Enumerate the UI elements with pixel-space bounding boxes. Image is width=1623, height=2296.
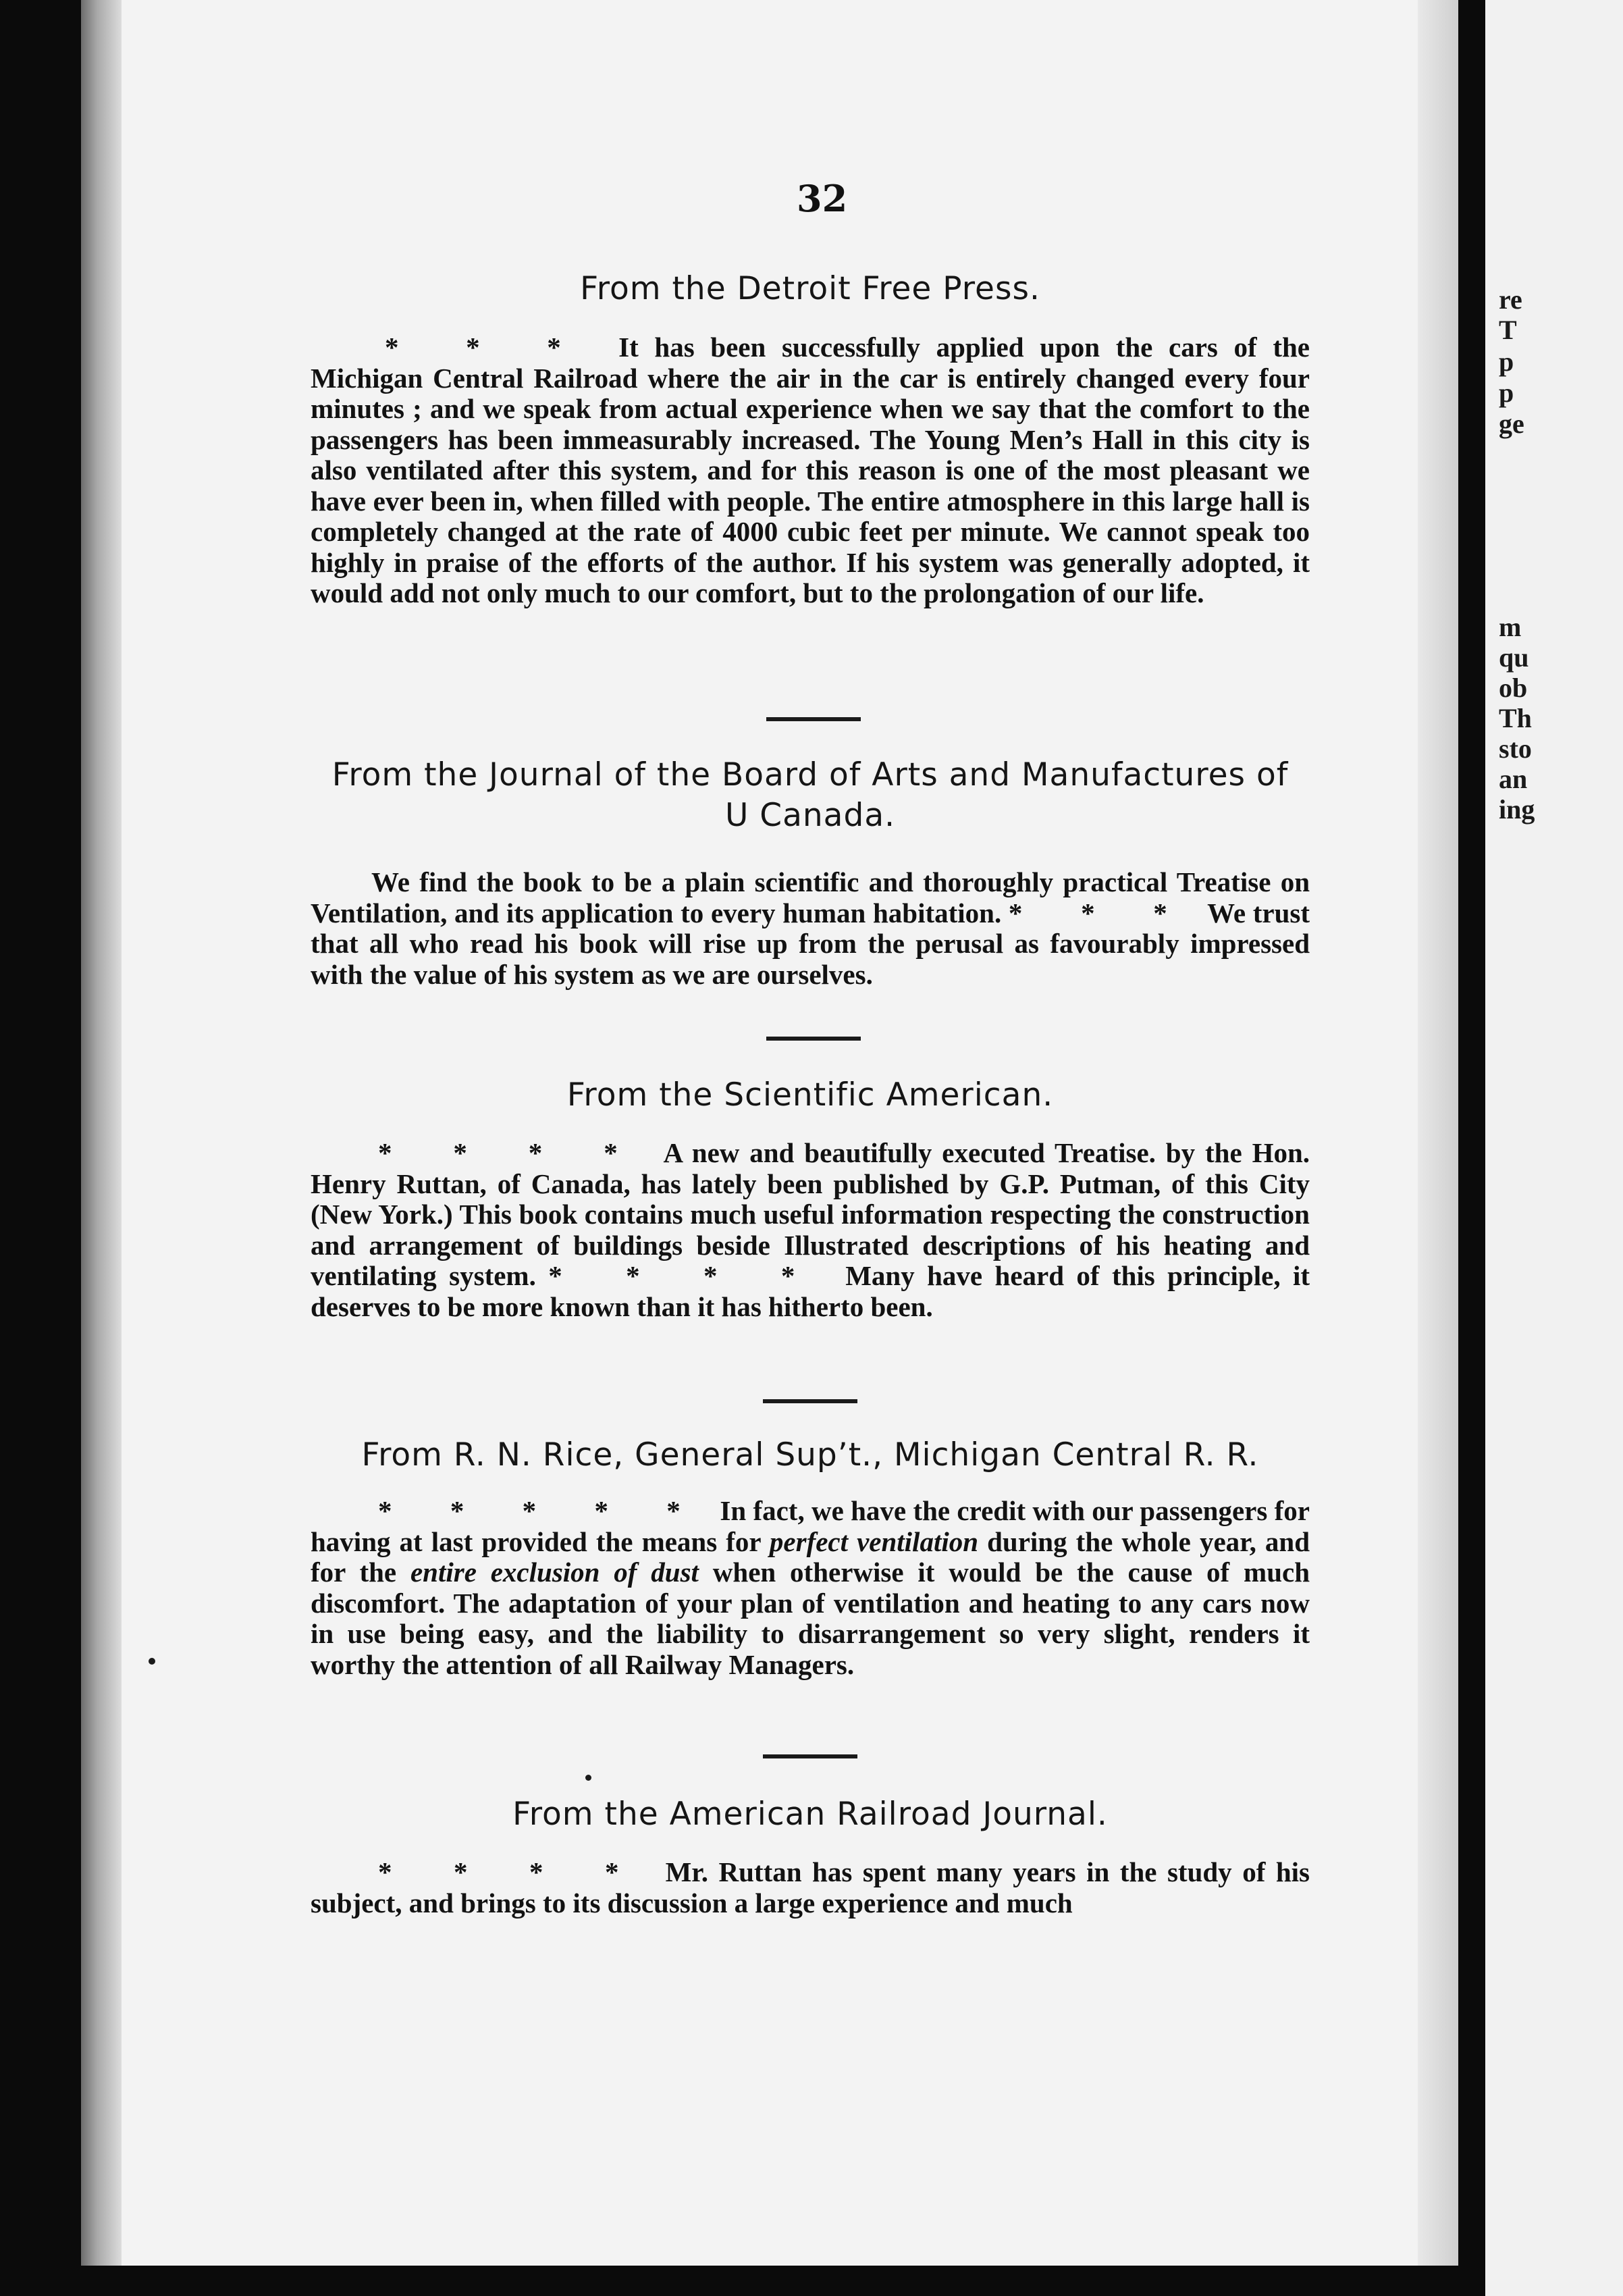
section-divider <box>766 717 861 721</box>
body-text: Mr. Ruttan has spent many years in the study of his subject, and brings to its discussion a large experience and much <box>311 1856 1310 1919</box>
next-page-text: Th <box>1499 703 1532 733</box>
page-gutter-shadow <box>81 0 122 2266</box>
section-divider <box>763 1399 857 1403</box>
next-page-text: sto <box>1499 733 1532 764</box>
scan-bottom-edge <box>81 2266 1485 2296</box>
section-heading: From R. N. Rice, General Sup’t., Michigan Central R. R. <box>361 1436 1259 1473</box>
ellipsis-marks: * * * * * <box>378 1495 706 1526</box>
ellipsis-marks: * * * * <box>548 1260 821 1291</box>
next-page-text: T <box>1499 315 1517 345</box>
section-heading: From the Scientific American. <box>566 1076 1054 1114</box>
adjacent-page-fragment <box>1485 0 1623 2296</box>
ellipsis-marks: * * * * <box>378 1137 643 1168</box>
body-text: It has been successfully applied upon the cars of the Michigan Central Railroad where the air in the car is entirely changed every four minutes ; and we speak from actual experience when we say that the comfort to the passengers has been immeasurably increased. The Young Men’s Hall in this city is also ventilated after this system, and for this reason is one of the most pleasant we have ever been in, when filled with people. The entire atmosphere in this large hall is completely changed at the rate of 4000 cubic feet per minute. We cannot speak too highly in praise of the efforts of the author. If his system was generally adopted, it would add not only much to our comfort, but to the prolongation of our life. <box>311 332 1310 608</box>
print-speck <box>585 1775 591 1781</box>
page-number: 32 <box>797 177 848 220</box>
emphasis-text: entire exclusion of dust <box>410 1557 699 1588</box>
body-text: We find the book to be a plain scientific and thoroughly practical Treatise on Ventilation, and its application to every human habitation. <box>311 866 1310 929</box>
body-text: We trust that all who read his book will rise up from the perusal as favourably impressed with the value of his system as we are ourselves. <box>311 897 1310 990</box>
next-page-text: m <box>1499 612 1522 642</box>
body-text: A new and beautifully executed Treatise. by the Hon. Henry Ruttan, of Canada, has lately been published by G.P. Putman, of this City (New York.) This book contains much useful information respecting the construction and arrangement of buildings beside Illustrated descriptions of his heating and ventilating system. <box>311 1137 1310 1291</box>
body-text: when otherwise it would be the cause of much discomfort. The adaptation of your plan of ventilation and heating to any cars now in use being easy, and the liability to disarrangement so very slight, renders it worthy the attention of all Railway Managers. <box>311 1557 1310 1680</box>
emphasis-text: perfect ventilation <box>769 1525 979 1557</box>
next-page-text: p <box>1499 346 1514 377</box>
body-text: In fact, we have the credit with our passengers for having at last provided the means for <box>311 1495 1310 1557</box>
section-body <box>311 1857 1310 1919</box>
next-page-text: ob <box>1499 673 1528 703</box>
section-heading: From the Journal of the Board of Arts and Manufactures of U Canada. <box>331 756 1289 834</box>
section-heading: From the Detroit Free Press. <box>580 270 1040 307</box>
ellipsis-marks: * * * * <box>378 1856 645 1887</box>
next-page-text: ge <box>1499 409 1524 439</box>
section-divider <box>766 1037 861 1041</box>
section-body <box>311 867 1310 990</box>
next-page-text: p <box>1499 377 1514 408</box>
next-page-text: ing <box>1499 794 1535 825</box>
page-edge-shadow <box>1418 0 1458 2266</box>
section-divider <box>763 1754 857 1758</box>
next-page-text: re <box>1499 284 1522 315</box>
section-heading: From the American Railroad Journal. <box>512 1796 1108 1833</box>
next-page-text: qu <box>1499 642 1529 673</box>
ellipsis-marks: * * * <box>1008 897 1193 929</box>
body-text: during the whole year, and for the <box>311 1525 1310 1588</box>
next-page-text: an <box>1499 764 1528 794</box>
ellipsis-marks: * * * <box>385 332 587 363</box>
body-text: Many have heard of this principle, it deserves to be more known than it has hitherto been. <box>311 1260 1310 1322</box>
section-body <box>311 332 1310 609</box>
section-body <box>311 1138 1310 1322</box>
margin-speck <box>149 1658 155 1665</box>
section-body <box>311 1496 1310 1680</box>
